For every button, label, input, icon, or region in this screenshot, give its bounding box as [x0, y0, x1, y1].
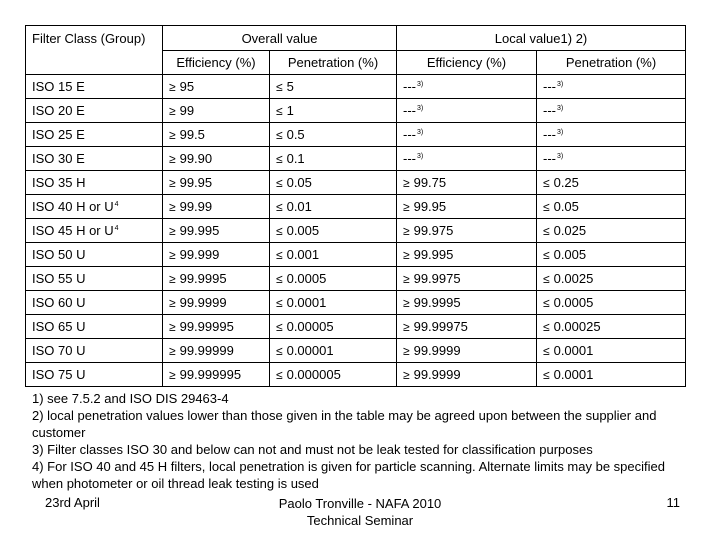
filter-class-cell [26, 219, 163, 243]
local-efficiency-cell [397, 267, 537, 291]
overall-efficiency-cell-symbol: ≥ [169, 152, 176, 166]
filter-class-table [25, 25, 686, 387]
local-penetration-cell-value: 0.00025 [553, 319, 601, 334]
local-efficiency-cell-value: 99.9975 [413, 271, 461, 286]
overall-penetration-cell [270, 339, 397, 363]
table-row [26, 99, 686, 123]
overall-penetration-cell [270, 75, 397, 99]
local-penetration-cell [537, 75, 686, 99]
local-efficiency-cell-value: 99.9999 [413, 367, 461, 382]
table-row [26, 243, 686, 267]
filter-class-cell [26, 339, 163, 363]
overall-efficiency-cell-symbol: ≥ [169, 296, 176, 310]
footer-author-line: Paolo Tronville - NAFA 2010 [278, 496, 442, 511]
overall-efficiency-cell-symbol: ≥ [169, 104, 176, 118]
footnote: 4) For ISO 40 and 45 H filters, local penetration is given for particle scanning. Alternate limits may be specified when photometer or oil thread leak testing is used [32, 459, 665, 491]
overall-efficiency-cell [163, 75, 270, 99]
local-penetration-cell-symbol: ≤ [543, 368, 550, 382]
local-efficiency-cell-symbol: ≥ [403, 200, 410, 214]
local-efficiency-cell [397, 291, 537, 315]
table-row [26, 75, 686, 99]
overall-efficiency-cell [163, 243, 270, 267]
overall-penetration-cell-value: 0.0005 [286, 271, 327, 286]
filter-class-cell [26, 243, 163, 267]
filter-class-cell-value: ISO 55 U [32, 271, 86, 286]
local-efficiency-cell [397, 123, 537, 147]
overall-efficiency-cell [163, 267, 270, 291]
local-efficiency-cell [397, 363, 537, 387]
local-penetration-cell-symbol: ≤ [543, 224, 550, 238]
overall-efficiency-cell [163, 363, 270, 387]
table-row [26, 219, 686, 243]
overall-efficiency-cell [163, 339, 270, 363]
overall-efficiency-cell-value: 99.99995 [179, 319, 234, 334]
overall-penetration-cell-value: 0.00005 [286, 319, 334, 334]
footnote: 3) Filter classes ISO 30 and below can not and must not be leak tested for classification purposes [32, 442, 593, 457]
overall-efficiency-cell [163, 147, 270, 171]
overall-penetration-cell [270, 171, 397, 195]
filter-class-cell-value: ISO 20 E [32, 103, 85, 118]
overall-penetration-cell-symbol: ≤ [276, 320, 283, 334]
overall-efficiency-cell-value: 99.95 [179, 175, 213, 190]
local-efficiency-cell-value: 99.9999 [413, 343, 461, 358]
footnote: 2) local penetration values lower than those given in the table may be agreed upon between the supplier and customer [32, 408, 657, 440]
local-penetration-cell-value: 0.005 [553, 247, 587, 262]
local-efficiency-cell-value: --- [403, 127, 416, 142]
local-penetration-cell-value: 0.05 [553, 199, 579, 214]
overall-penetration-cell-symbol: ≤ [276, 248, 283, 262]
local-penetration-cell-symbol: ≤ [543, 272, 550, 286]
local-efficiency-cell-footnote-ref: 3) [417, 81, 424, 88]
overall-efficiency-cell-value: 95 [179, 79, 195, 94]
local-efficiency-cell-value: 99.995 [413, 247, 454, 262]
filter-class-cell [26, 195, 163, 219]
overall-penetration-cell-symbol: ≤ [276, 80, 283, 94]
local-efficiency-cell [397, 219, 537, 243]
header-local-efficiency: Efficiency (%) [397, 51, 537, 75]
local-penetration-cell-symbol: ≤ [543, 296, 550, 310]
filter-class-cell [26, 291, 163, 315]
local-efficiency-cell [397, 315, 537, 339]
overall-penetration-cell-value: 0.0001 [286, 295, 327, 310]
local-penetration-cell-symbol: ≤ [543, 248, 550, 262]
local-efficiency-cell-value: 99.75 [413, 175, 447, 190]
local-penetration-cell-value: 0.0025 [553, 271, 594, 286]
overall-efficiency-cell-symbol: ≥ [169, 320, 176, 334]
header-overall-efficiency: Efficiency (%) [163, 51, 270, 75]
overall-penetration-cell [270, 219, 397, 243]
local-penetration-cell [537, 243, 686, 267]
overall-penetration-cell [270, 291, 397, 315]
local-efficiency-cell-symbol: ≥ [403, 248, 410, 262]
local-efficiency-cell-value: --- [403, 79, 416, 94]
filter-class-cell-value: ISO 70 U [32, 343, 86, 358]
overall-efficiency-cell-symbol: ≥ [169, 224, 176, 238]
table-row [26, 315, 686, 339]
header-overall-value: Overall value [163, 26, 397, 51]
local-efficiency-cell-value: 99.9995 [413, 295, 461, 310]
overall-penetration-cell [270, 123, 397, 147]
local-efficiency-cell-symbol: ≥ [403, 368, 410, 382]
local-penetration-cell-footnote-ref: 3) [557, 129, 564, 136]
overall-efficiency-cell-value: 99.999995 [179, 367, 242, 382]
local-penetration-cell-symbol: ≤ [543, 320, 550, 334]
overall-penetration-cell-value: 5 [286, 79, 294, 94]
filter-class-cell-value: ISO 35 H [32, 175, 86, 190]
overall-efficiency-cell [163, 195, 270, 219]
overall-penetration-cell-value: 0.05 [286, 175, 312, 190]
table-body [26, 75, 686, 387]
local-penetration-cell-symbol: ≤ [543, 176, 550, 190]
filter-class-cell-footnote-ref: 4 [114, 201, 119, 208]
filter-class-cell [26, 363, 163, 387]
header-local-value: Local value1) 2) [397, 26, 686, 51]
overall-efficiency-cell-value: 99.9999 [179, 295, 227, 310]
page-number: 11 [666, 495, 680, 510]
overall-penetration-cell-value: 0.005 [286, 223, 320, 238]
overall-efficiency-cell-value: 99.9995 [179, 271, 227, 286]
overall-penetration-cell-value: 0.5 [286, 127, 305, 142]
filter-class-cell-value: ISO 75 U [32, 367, 86, 382]
filter-class-cell-value: ISO 60 U [32, 295, 86, 310]
local-penetration-cell [537, 267, 686, 291]
filter-class-cell-value: ISO 40 H or U [32, 199, 114, 214]
overall-efficiency-cell-value: 99.5 [179, 127, 205, 142]
overall-penetration-cell [270, 267, 397, 291]
overall-penetration-cell-symbol: ≤ [276, 272, 283, 286]
local-efficiency-cell [397, 99, 537, 123]
local-efficiency-cell-footnote-ref: 3) [417, 153, 424, 160]
local-efficiency-cell-symbol: ≥ [403, 176, 410, 190]
local-penetration-cell-symbol: ≤ [543, 200, 550, 214]
local-efficiency-cell [397, 339, 537, 363]
local-penetration-cell-value: 0.0001 [553, 367, 594, 382]
local-penetration-cell [537, 147, 686, 171]
filter-class-cell [26, 75, 163, 99]
filter-class-cell-value: ISO 50 U [32, 247, 86, 262]
local-penetration-cell-value: 0.025 [553, 223, 587, 238]
local-penetration-cell [537, 315, 686, 339]
local-efficiency-cell [397, 195, 537, 219]
overall-penetration-cell-symbol: ≤ [276, 128, 283, 142]
local-efficiency-cell-footnote-ref: 3) [417, 129, 424, 136]
filter-class-cell [26, 267, 163, 291]
overall-penetration-cell-value: 0.01 [286, 199, 312, 214]
filter-class-cell-value: ISO 65 U [32, 319, 86, 334]
local-efficiency-cell [397, 243, 537, 267]
local-efficiency-cell-value: 99.99975 [413, 319, 468, 334]
overall-efficiency-cell [163, 219, 270, 243]
table-row [26, 195, 686, 219]
local-penetration-cell-value: --- [543, 103, 556, 118]
overall-efficiency-cell-symbol: ≥ [169, 272, 176, 286]
overall-efficiency-cell-symbol: ≥ [169, 368, 176, 382]
overall-efficiency-cell-symbol: ≥ [169, 128, 176, 142]
filter-class-cell-value: ISO 45 H or U [32, 223, 114, 238]
local-penetration-cell [537, 195, 686, 219]
local-penetration-cell-value: 0.0005 [553, 295, 594, 310]
local-penetration-cell-value: --- [543, 127, 556, 142]
filter-class-cell [26, 99, 163, 123]
overall-penetration-cell [270, 99, 397, 123]
filter-class-cell-value: ISO 25 E [32, 127, 85, 142]
local-penetration-cell-footnote-ref: 3) [557, 81, 564, 88]
overall-efficiency-cell [163, 171, 270, 195]
overall-penetration-cell-symbol: ≤ [276, 176, 283, 190]
footnotes [32, 390, 682, 492]
overall-efficiency-cell-value: 99.99 [179, 199, 213, 214]
footer-seminar-line: Technical Seminar [306, 513, 414, 528]
overall-penetration-cell-value: 0.001 [286, 247, 320, 262]
filter-class-cell [26, 171, 163, 195]
overall-penetration-cell [270, 315, 397, 339]
overall-penetration-cell-symbol: ≤ [276, 296, 283, 310]
local-efficiency-cell-symbol: ≥ [403, 320, 410, 334]
table-row [26, 363, 686, 387]
filter-class-cell-value: ISO 30 E [32, 151, 85, 166]
overall-efficiency-cell-symbol: ≥ [169, 176, 176, 190]
local-efficiency-cell [397, 147, 537, 171]
local-efficiency-cell-symbol: ≥ [403, 344, 410, 358]
local-efficiency-cell [397, 75, 537, 99]
overall-efficiency-cell-value: 99.999 [179, 247, 220, 262]
overall-efficiency-cell-symbol: ≥ [169, 200, 176, 214]
local-penetration-cell-value: 0.0001 [553, 343, 594, 358]
overall-penetration-cell-symbol: ≤ [276, 368, 283, 382]
overall-penetration-cell-symbol: ≤ [276, 344, 283, 358]
local-penetration-cell [537, 171, 686, 195]
local-efficiency-cell-footnote-ref: 3) [417, 105, 424, 112]
table-header-row [26, 26, 686, 51]
overall-efficiency-cell-symbol: ≥ [169, 80, 176, 94]
local-efficiency-cell-symbol: ≥ [403, 296, 410, 310]
local-penetration-cell-value: --- [543, 151, 556, 166]
overall-efficiency-cell [163, 123, 270, 147]
header-local-penetration: Penetration (%) [537, 51, 686, 75]
local-efficiency-cell-value: 99.975 [413, 223, 454, 238]
table-row [26, 291, 686, 315]
overall-penetration-cell-value: 0.000005 [286, 367, 341, 382]
overall-penetration-cell-symbol: ≤ [276, 224, 283, 238]
table-row [26, 171, 686, 195]
overall-penetration-cell [270, 195, 397, 219]
overall-efficiency-cell-value: 99.99999 [179, 343, 234, 358]
local-efficiency-cell-value: --- [403, 151, 416, 166]
header-overall-penetration: Penetration (%) [270, 51, 397, 75]
local-efficiency-cell-value: --- [403, 103, 416, 118]
local-efficiency-cell-value: 99.95 [413, 199, 447, 214]
local-penetration-cell [537, 219, 686, 243]
filter-class-cell-value: ISO 15 E [32, 79, 85, 94]
local-penetration-cell [537, 291, 686, 315]
overall-efficiency-cell-value: 99 [179, 103, 195, 118]
local-efficiency-cell-symbol: ≥ [403, 224, 410, 238]
overall-efficiency-cell-value: 99.90 [179, 151, 213, 166]
footnote: 1) see 7.5.2 and ISO DIS 29463-4 [32, 391, 229, 406]
filter-class-cell [26, 147, 163, 171]
local-penetration-cell-value: --- [543, 79, 556, 94]
overall-penetration-cell-symbol: ≤ [276, 200, 283, 214]
overall-penetration-cell [270, 147, 397, 171]
header-filter-class: Filter Class (Group) [26, 26, 163, 75]
overall-penetration-cell [270, 243, 397, 267]
filter-class-cell [26, 123, 163, 147]
local-penetration-cell [537, 363, 686, 387]
table-row [26, 339, 686, 363]
filter-class-cell [26, 315, 163, 339]
local-penetration-cell [537, 123, 686, 147]
overall-efficiency-cell [163, 291, 270, 315]
local-efficiency-cell-symbol: ≥ [403, 272, 410, 286]
filter-class-cell-footnote-ref: 4 [114, 225, 119, 232]
overall-efficiency-cell-symbol: ≥ [169, 344, 176, 358]
local-penetration-cell [537, 99, 686, 123]
table-row [26, 123, 686, 147]
table-row [26, 147, 686, 171]
overall-efficiency-cell [163, 315, 270, 339]
local-penetration-cell-footnote-ref: 3) [557, 105, 564, 112]
overall-penetration-cell-value: 0.00001 [286, 343, 334, 358]
overall-efficiency-cell [163, 99, 270, 123]
local-penetration-cell-value: 0.25 [553, 175, 579, 190]
overall-efficiency-cell-value: 99.995 [179, 223, 220, 238]
footer-author [210, 495, 510, 529]
local-efficiency-cell [397, 171, 537, 195]
overall-penetration-cell-symbol: ≤ [276, 152, 283, 166]
footer-date: 23rd April [45, 495, 100, 510]
overall-penetration-cell-symbol: ≤ [276, 104, 283, 118]
local-penetration-cell-symbol: ≤ [543, 344, 550, 358]
overall-penetration-cell [270, 363, 397, 387]
overall-penetration-cell-value: 0.1 [286, 151, 305, 166]
local-penetration-cell-footnote-ref: 3) [557, 153, 564, 160]
table-row [26, 267, 686, 291]
overall-penetration-cell-value: 1 [286, 103, 294, 118]
overall-efficiency-cell-symbol: ≥ [169, 248, 176, 262]
local-penetration-cell [537, 339, 686, 363]
